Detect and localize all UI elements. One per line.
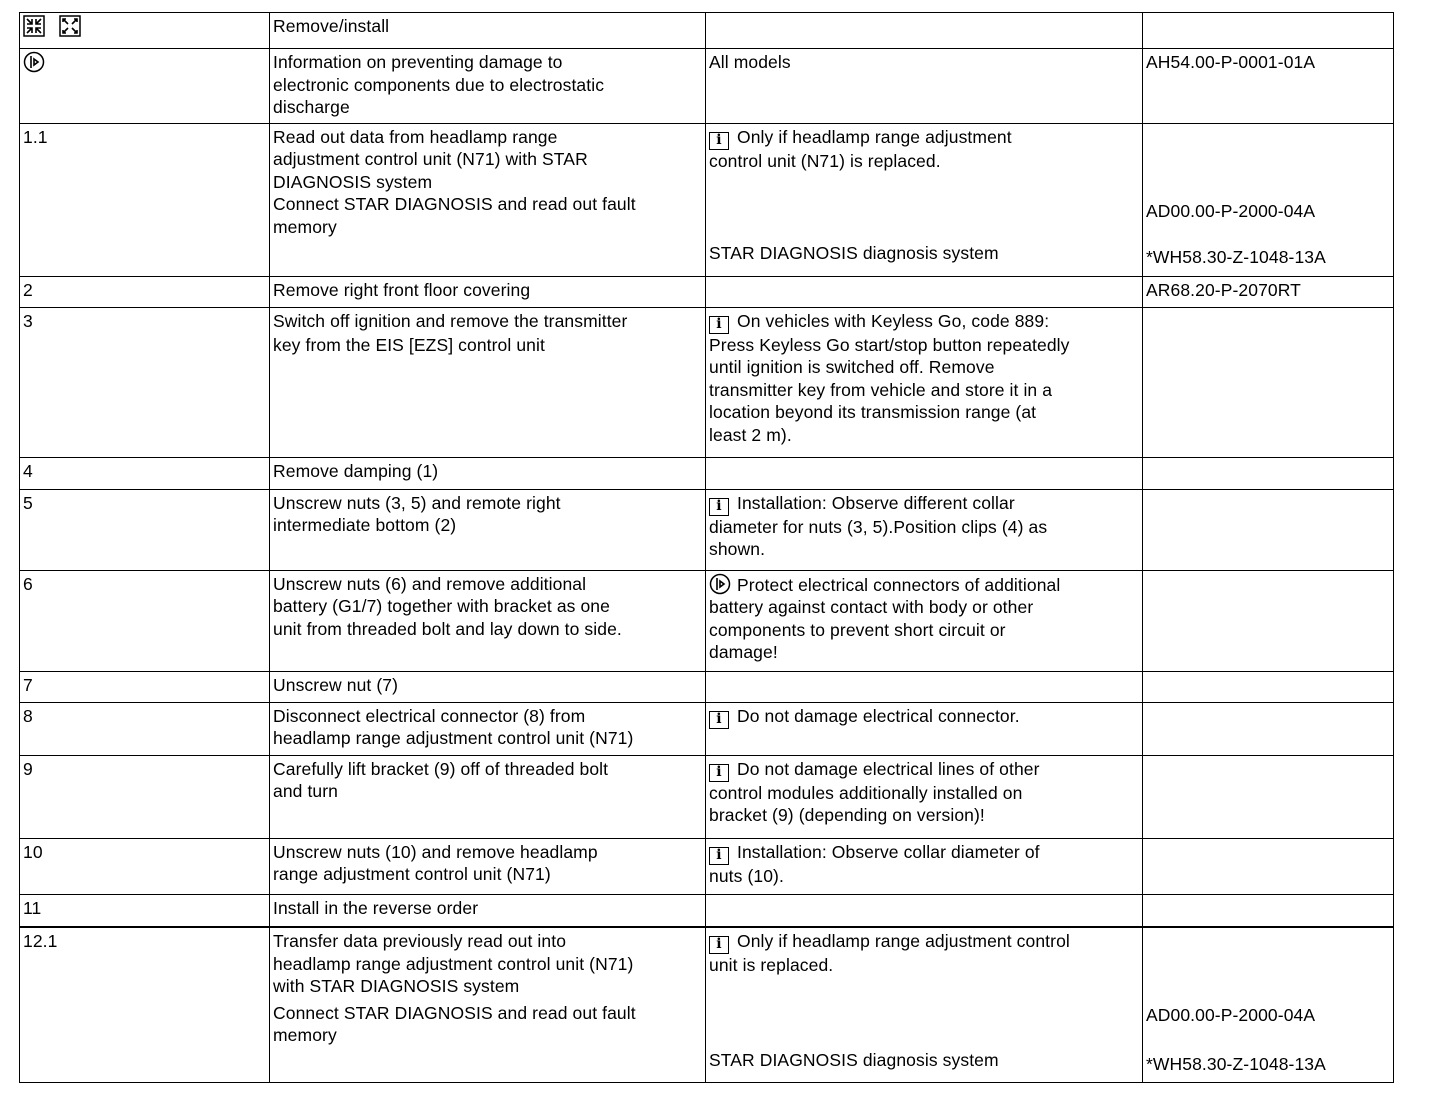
note-cell bbox=[706, 49, 1143, 124]
note-cell bbox=[706, 702, 1143, 755]
step-number: 2 bbox=[23, 279, 33, 300]
header-action-label: Remove/install bbox=[273, 16, 390, 36]
reference-cell bbox=[1143, 838, 1394, 894]
instruction-line: Carefully lift bracket (9) off of threaded bolt bbox=[273, 758, 609, 779]
note-cell bbox=[706, 570, 1143, 671]
note-cell bbox=[706, 755, 1143, 838]
table-row bbox=[20, 457, 1394, 489]
step-cell bbox=[20, 276, 270, 307]
table-row bbox=[20, 49, 1394, 124]
step-cell bbox=[20, 894, 270, 927]
reference-cell bbox=[1143, 457, 1394, 489]
procedure-table-container bbox=[19, 12, 1393, 1083]
information-icon: i bbox=[709, 847, 729, 865]
reference-cell bbox=[1143, 489, 1394, 570]
reference-link[interactable]: AH54.00-P-0001-01A bbox=[1146, 52, 1316, 72]
note-line: Installation: Observe different collar bbox=[737, 492, 1015, 513]
note-line: components to prevent short circuit or bbox=[709, 619, 1006, 640]
reference-link[interactable]: AD00.00-P-2000-04A bbox=[1146, 1005, 1316, 1025]
information-icon: i bbox=[709, 132, 729, 150]
note-line: damage! bbox=[709, 642, 778, 662]
note-line: Do not damage electrical connector. bbox=[737, 705, 1020, 726]
step-cell bbox=[20, 702, 270, 755]
step-cell bbox=[20, 457, 270, 489]
table-row bbox=[20, 489, 1394, 570]
install-icon bbox=[59, 15, 81, 37]
instruction-line: memory bbox=[273, 216, 337, 237]
table-row bbox=[20, 894, 1394, 927]
step-number: 3 bbox=[23, 310, 33, 331]
step-cell bbox=[20, 49, 270, 124]
reference-cell bbox=[1143, 276, 1394, 307]
instruction-line: Unscrew nuts (10) and remove headlamp bbox=[273, 841, 598, 862]
instruction-cell bbox=[270, 927, 706, 1082]
header-empty-cell bbox=[1143, 13, 1394, 49]
table-row bbox=[20, 276, 1394, 307]
esd-warning-icon bbox=[709, 573, 731, 595]
table-row bbox=[20, 702, 1394, 755]
reference-link[interactable]: AD00.00-P-2000-04A bbox=[1146, 200, 1316, 221]
instruction-line: Disconnect electrical connector (8) from bbox=[273, 705, 586, 726]
note-line: battery against contact with body or other bbox=[709, 597, 1034, 617]
note-line: Only if headlamp range adjustment bbox=[737, 126, 1012, 147]
step-number: 8 bbox=[23, 705, 33, 726]
instruction-line: Install in the reverse order bbox=[273, 897, 479, 918]
step-number: 9 bbox=[23, 758, 33, 779]
instruction-line: adjustment control unit (N71) with STAR bbox=[273, 149, 588, 169]
note-cell bbox=[706, 457, 1143, 489]
instruction-line: Unscrew nut (7) bbox=[273, 674, 399, 695]
instruction-line: battery (G1/7) together with bracket as one bbox=[273, 596, 610, 616]
table-row bbox=[20, 123, 1394, 276]
note-line: Do not damage electrical lines of other bbox=[737, 758, 1040, 779]
note-cell bbox=[706, 927, 1143, 1082]
note-line: Only if headlamp range adjustment control bbox=[737, 931, 1070, 951]
instruction-cell bbox=[270, 894, 706, 927]
reference-cell bbox=[1143, 894, 1394, 927]
note-line: unit is replaced. bbox=[709, 955, 834, 975]
step-number: 10 bbox=[23, 841, 43, 862]
step-number: 12.1 bbox=[23, 931, 58, 951]
note-line: All models bbox=[709, 52, 791, 72]
instruction-cell bbox=[270, 702, 706, 755]
procedure-table bbox=[19, 12, 1394, 1083]
step-cell bbox=[20, 123, 270, 276]
instruction-cell bbox=[270, 489, 706, 570]
step-cell bbox=[20, 838, 270, 894]
information-icon: i bbox=[709, 498, 729, 516]
note-diagnosis-system: STAR DIAGNOSIS diagnosis system bbox=[709, 243, 999, 263]
note-line: Installation: Observe collar diameter of bbox=[737, 841, 1040, 862]
instruction-cell bbox=[270, 570, 706, 671]
note-cell bbox=[706, 894, 1143, 927]
instruction-line: Information on preventing damage to bbox=[273, 52, 563, 72]
instruction-line: discharge bbox=[273, 97, 350, 117]
instruction-cell bbox=[270, 755, 706, 838]
header-action-cell bbox=[270, 13, 706, 49]
instruction-line: headlamp range adjustment control unit (N71) bbox=[273, 728, 634, 748]
note-line: diameter for nuts (3, 5).Position clips (4) as bbox=[709, 516, 1048, 537]
table-row bbox=[20, 307, 1394, 457]
reference-cell bbox=[1143, 123, 1394, 276]
table-row bbox=[20, 570, 1394, 671]
instruction-cell bbox=[270, 307, 706, 457]
note-line: nuts (10). bbox=[709, 865, 784, 886]
instruction-line: with STAR DIAGNOSIS system bbox=[273, 976, 520, 996]
instruction-line: Unscrew nuts (3, 5) and remote right bbox=[273, 492, 561, 513]
information-icon: i bbox=[709, 764, 729, 782]
reference-cell bbox=[1143, 307, 1394, 457]
header-empty-cell bbox=[706, 13, 1143, 49]
step-number: 4 bbox=[23, 460, 33, 481]
reference-cell bbox=[1143, 570, 1394, 671]
note-cell bbox=[706, 123, 1143, 276]
note-cell bbox=[706, 489, 1143, 570]
instruction-line: Connect STAR DIAGNOSIS and read out fault bbox=[273, 194, 636, 214]
instruction-line: and turn bbox=[273, 781, 339, 801]
instruction-line: Switch off ignition and remove the transmitter bbox=[273, 310, 628, 331]
instruction-line: key from the EIS [EZS] control unit bbox=[273, 335, 545, 355]
note-line: transmitter key from vehicle and store it in a bbox=[709, 379, 1053, 400]
step-cell bbox=[20, 570, 270, 671]
step-number: 7 bbox=[23, 674, 33, 695]
instruction-line: Transfer data previously read out into bbox=[273, 931, 567, 951]
instruction-line: DIAGNOSIS system bbox=[273, 171, 433, 192]
note-line: least 2 m). bbox=[709, 424, 792, 445]
note-line: control unit (N71) is replaced. bbox=[709, 150, 941, 171]
reference-cell bbox=[1143, 49, 1394, 124]
step-cell bbox=[20, 927, 270, 1082]
note-cell bbox=[706, 838, 1143, 894]
note-line: bracket (9) (depending on version)! bbox=[709, 805, 985, 825]
instruction-cell bbox=[270, 457, 706, 489]
note-cell bbox=[706, 671, 1143, 702]
instruction-cell bbox=[270, 838, 706, 894]
note-line: until ignition is switched off. Remove bbox=[709, 357, 995, 377]
instruction-line: Remove right front floor covering bbox=[273, 279, 531, 300]
table-row bbox=[20, 671, 1394, 702]
instruction-cell bbox=[270, 671, 706, 702]
table-header-row bbox=[20, 13, 1394, 49]
esd-warning-icon bbox=[23, 51, 45, 73]
table-row bbox=[20, 838, 1394, 894]
instruction-line: memory bbox=[273, 1025, 337, 1045]
reference-cell bbox=[1143, 702, 1394, 755]
note-cell bbox=[706, 276, 1143, 307]
instruction-line: electronic components due to electrostatic bbox=[273, 74, 605, 95]
instruction-line: Read out data from headlamp range bbox=[273, 126, 558, 147]
instruction-cell bbox=[270, 276, 706, 307]
table-row bbox=[20, 927, 1394, 1082]
step-number: 11 bbox=[23, 897, 42, 918]
step-number: 5 bbox=[23, 492, 33, 513]
reference-cell bbox=[1143, 927, 1394, 1082]
instruction-cell bbox=[270, 49, 706, 124]
step-cell bbox=[20, 755, 270, 838]
table-row bbox=[20, 755, 1394, 838]
instruction-line: Unscrew nuts (6) and remove additional bbox=[273, 573, 587, 594]
instruction-line: Remove damping (1) bbox=[273, 460, 439, 481]
step-cell bbox=[20, 671, 270, 702]
note-line: On vehicles with Keyless Go, code 889: bbox=[737, 310, 1050, 331]
reference-link[interactable]: AR68.20-P-2070RT bbox=[1146, 279, 1301, 300]
instruction-line: headlamp range adjustment control unit (N71) bbox=[273, 953, 634, 974]
note-line: Protect electrical connectors of additional bbox=[737, 574, 1061, 595]
step-cell bbox=[20, 307, 270, 457]
information-icon: i bbox=[709, 316, 729, 334]
instruction-line: intermediate bottom (2) bbox=[273, 515, 457, 535]
instruction-line: Connect STAR DIAGNOSIS and read out fault bbox=[273, 1002, 636, 1023]
information-icon: i bbox=[709, 936, 729, 954]
note-line: shown. bbox=[709, 539, 766, 559]
instruction-line: unit from threaded bolt and lay down to side. bbox=[273, 618, 622, 639]
note-line: control modules additionally installed on bbox=[709, 782, 1023, 803]
step-cell bbox=[20, 489, 270, 570]
reference-cell bbox=[1143, 755, 1394, 838]
note-cell bbox=[706, 307, 1143, 457]
information-icon: i bbox=[709, 711, 729, 729]
remove-icon bbox=[23, 15, 45, 37]
step-number: 6 bbox=[23, 573, 33, 594]
reference-link[interactable]: *WH58.30-Z-1048-13A bbox=[1146, 247, 1326, 267]
header-icons-cell bbox=[20, 13, 270, 49]
step-number: 1.1 bbox=[23, 126, 48, 147]
instruction-cell bbox=[270, 123, 706, 276]
note-line: location beyond its transmission range (at bbox=[709, 402, 1037, 422]
reference-link[interactable]: *WH58.30-Z-1048-13A bbox=[1146, 1053, 1326, 1074]
instruction-line: range adjustment control unit (N71) bbox=[273, 864, 551, 884]
note-line: Press Keyless Go start/stop button repeatedly bbox=[709, 334, 1070, 355]
reference-cell bbox=[1143, 671, 1394, 702]
note-diagnosis-system: STAR DIAGNOSIS diagnosis system bbox=[709, 1049, 999, 1070]
